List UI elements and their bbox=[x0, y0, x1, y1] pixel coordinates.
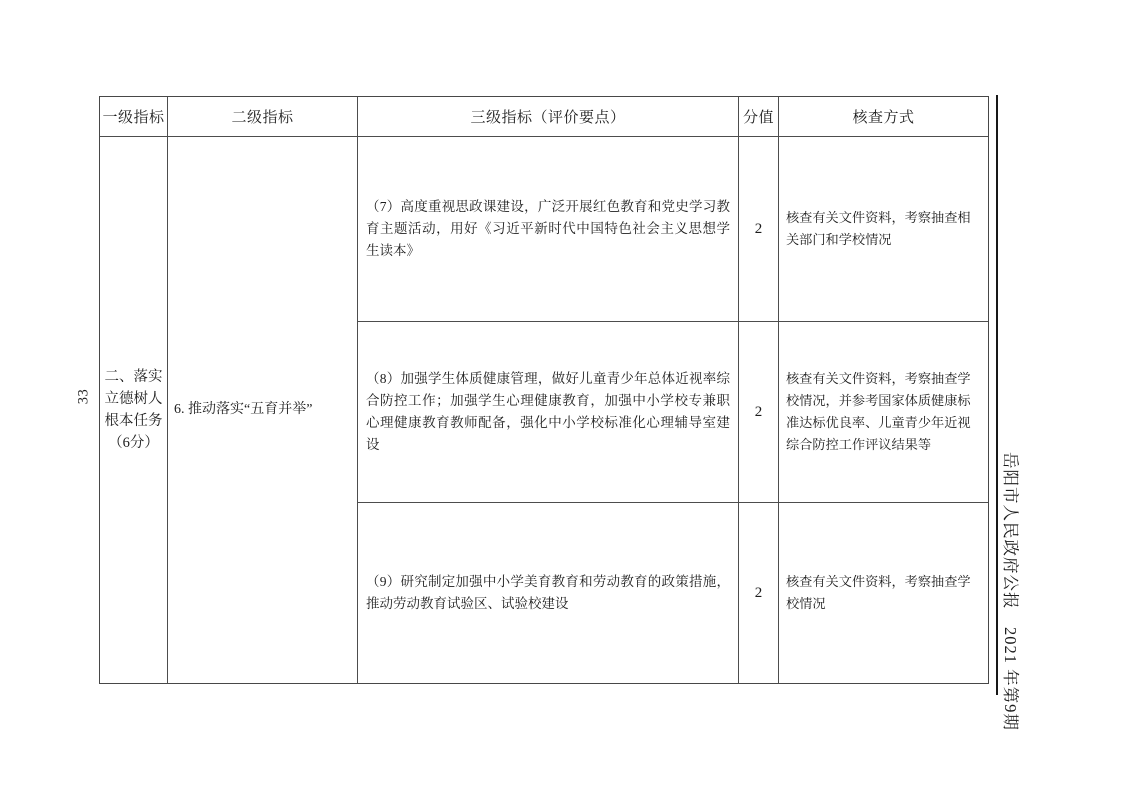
indicator-text: （8）加强学生体质健康管理，做好儿童青少年总体近视率综合防控工作；加强学生心理健康教育，加强中小学校专兼职心理健康教育教师配备，强化中小学校标准化心理辅导室建设 bbox=[366, 371, 730, 452]
level2-label: 6. 推动落实“五育并举” bbox=[174, 402, 313, 417]
table-row-indicator bbox=[358, 503, 739, 683]
table-row-score: 2 bbox=[739, 503, 779, 683]
level1-line: 根本任务 bbox=[104, 413, 163, 429]
indicator-text: （9）研究制定加强中小学美育教育和劳动教育的政策措施，推动劳动教育试验区、试验校建设 bbox=[366, 574, 730, 611]
table-row-score: 2 bbox=[739, 137, 779, 322]
level1-line: 二、落实 bbox=[104, 369, 163, 385]
level1-indicator-cell bbox=[100, 137, 168, 683]
right-margin-rule bbox=[996, 95, 998, 695]
header-level2-indicator: 二级指标 bbox=[168, 97, 358, 137]
header-level3-indicator: 三级指标（评价要点） bbox=[358, 97, 739, 137]
method-text: 核查有关文件资料，考察抽查学校情况，并参考国家体质健康标准达标优良率、儿童青少年近视综合防控工作评议结果等 bbox=[786, 371, 971, 452]
page-number: 33 bbox=[75, 388, 92, 405]
method-text: 核查有关文件资料，考察抽查相关部门和学校情况 bbox=[786, 210, 971, 247]
table-row-indicator bbox=[358, 322, 739, 503]
table-row-indicator bbox=[358, 137, 739, 322]
header-check-method: 核查方式 bbox=[779, 97, 988, 137]
method-text: 核查有关文件资料，考察抽查学校情况 bbox=[786, 574, 971, 611]
table-row-method bbox=[779, 137, 988, 322]
table-row-score: 2 bbox=[739, 322, 779, 503]
evaluation-indicator-table bbox=[99, 96, 989, 684]
header-level1-indicator: 一级指标 bbox=[100, 97, 168, 137]
table-row-method bbox=[779, 322, 988, 503]
table-row-method bbox=[779, 503, 988, 683]
level1-line: （6分） bbox=[108, 435, 159, 451]
journal-caption: 岳阳市人民政府公报 2021 年第9期 bbox=[1001, 452, 1020, 731]
indicator-text: （7）高度重视思政课建设，广泛开展红色教育和党史学习教育主题活动，用好《习近平新时代中国特色社会主义思想学生读本》 bbox=[366, 199, 730, 258]
level1-line: 立德树人 bbox=[104, 391, 163, 407]
level2-indicator-cell bbox=[168, 137, 358, 683]
header-score: 分值 bbox=[739, 97, 779, 137]
